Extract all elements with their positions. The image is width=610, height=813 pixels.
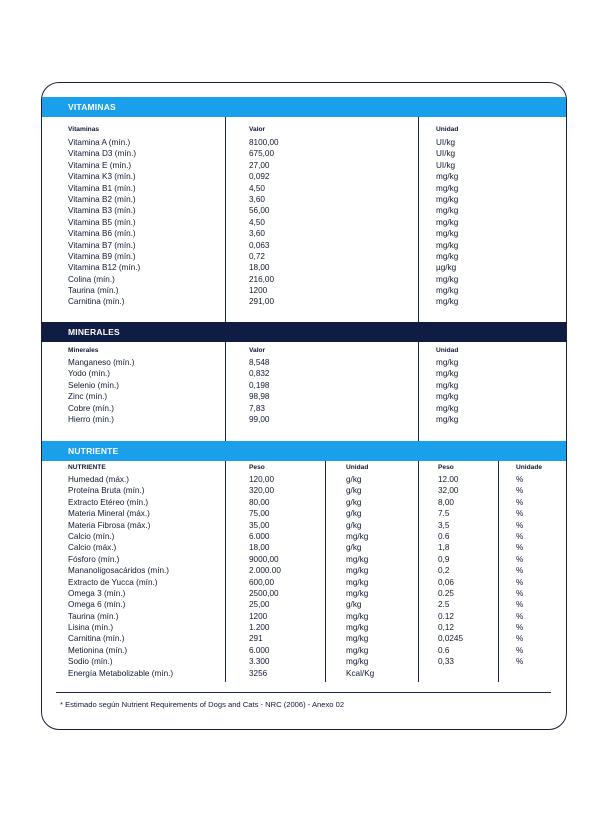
cell-name: Omega 6 (mín.) (68, 600, 126, 610)
cell-percent: 32,00 (438, 486, 459, 496)
cell-unit: mg/kg (436, 392, 459, 402)
cell-name: Materia Fibrosa (máx.) (68, 520, 151, 530)
footnote: * Estimado según Nutrient Requirements of Dogs and Cats - NRC (2006) - Anexo 02 (60, 700, 345, 709)
cell-value: 1200 (249, 611, 268, 621)
table-row (68, 633, 548, 644)
cell-percent-unit: % (516, 520, 524, 530)
cell-percent-unit: % (516, 577, 524, 587)
cell-name: Vitamina D3 (mín.) (68, 149, 137, 159)
cell-value: 675,00 (249, 149, 275, 159)
cell-percent: 0,2 (438, 566, 450, 576)
cell-unit: mg/kg (436, 286, 459, 296)
cell-unit: mg/kg (346, 657, 369, 667)
cell-name: Sodio (mín.) (68, 657, 113, 667)
cell-value: 291,00 (249, 297, 275, 307)
cell-value: 3256 (249, 668, 268, 678)
cell-value: 2500,00 (249, 588, 279, 598)
cell-value: 6.000 (249, 645, 270, 655)
cell-value: 3,60 (249, 229, 265, 239)
minerales-header-unit: Unidad (436, 347, 459, 354)
cell-percent: 1,8 (438, 543, 450, 553)
cell-name: Cobre (mín.) (68, 403, 114, 413)
cell-percent: 0,12 (438, 623, 454, 633)
cell-name: Carnitina (mín.) (68, 634, 125, 644)
cell-value: 0,72 (249, 251, 265, 261)
table-row (68, 368, 548, 379)
cell-unit: mg/kg (436, 229, 459, 239)
cell-name: Extracto de Yucca (mín.) (68, 577, 158, 587)
table-row (68, 228, 548, 239)
cell-value: 99,00 (249, 414, 270, 424)
table-row (68, 160, 548, 171)
table-row (68, 183, 548, 194)
table-row (68, 611, 548, 622)
table-row (68, 599, 548, 610)
table-row (68, 137, 548, 148)
cell-percent-unit: % (516, 588, 524, 598)
cell-value: 56,00 (249, 206, 270, 216)
cell-percent-unit: % (516, 623, 524, 633)
cell-name: Vitamina B2 (mín.) (68, 194, 136, 204)
cell-unit: mg/kg (436, 206, 459, 216)
table-row (68, 656, 548, 667)
table-bottom-rule (56, 692, 551, 693)
cell-value: 80,00 (249, 497, 270, 507)
cell-name: Taurina (mín.) (68, 611, 119, 621)
cell-name: Vitamina B3 (mín.) (68, 206, 136, 216)
cell-value: 4,50 (249, 183, 265, 193)
table-row (68, 497, 548, 508)
cell-name: Proteína Bruta (mín.) (68, 486, 145, 496)
cell-value: 2.000.00 (249, 566, 281, 576)
cell-unit: g/kg (346, 543, 362, 553)
cell-percent-unit: % (516, 566, 524, 576)
cell-unit: g/kg (346, 475, 362, 484)
cell-unit: mg/kg (436, 403, 459, 413)
cell-unit: g/kg (346, 497, 362, 507)
cell-value: 216,00 (249, 274, 275, 284)
cell-unit: mg/kg (346, 623, 369, 633)
cell-name: Metionina (mín.) (68, 645, 128, 655)
cell-name: Vitamina B12 (mín.) (68, 263, 141, 273)
cell-name: Taurina (mín.) (68, 286, 119, 296)
cell-value: 0,092 (249, 172, 270, 182)
cell-percent: 0.6 (438, 645, 450, 655)
cell-unit: g/kg (346, 600, 362, 610)
cell-unit: mg/kg (436, 380, 459, 390)
cell-name: Vitamina K3 (mín.) (68, 172, 136, 182)
vitaminas-section-title: VITAMINAS (42, 97, 566, 117)
cell-name: Vitamina B6 (mín.) (68, 229, 136, 239)
cell-name: Calcio (máx.) (68, 543, 117, 553)
cell-unit: mg/kg (436, 217, 459, 227)
table-row (68, 171, 548, 182)
cell-value: 18,00 (249, 543, 270, 553)
table-row (68, 542, 548, 553)
table-row (68, 577, 548, 588)
cell-value: 18,00 (249, 263, 270, 273)
nutriente-header-unit-pct: Unidade (516, 464, 543, 471)
cell-unit: g/kg (346, 520, 362, 530)
table-row (68, 531, 548, 542)
cell-unit: mg/kg (436, 240, 459, 250)
minerales-rows (68, 357, 548, 425)
cell-unit: mg/kg (436, 369, 459, 379)
cell-value: 6.000 (249, 531, 270, 541)
cell-name: Vitamina A (mín.) (68, 138, 131, 147)
cell-name: Fósforo (mín.) (68, 554, 120, 564)
cell-percent: 12.00 (438, 475, 459, 484)
table-row (68, 194, 548, 205)
cell-unit: g/kg (346, 509, 362, 519)
cell-percent: 0,9 (438, 554, 450, 564)
nutriente-header-weight: Peso (249, 464, 265, 471)
table-row (68, 645, 548, 656)
cell-percent-unit: % (516, 497, 524, 507)
cell-unit: mg/kg (436, 183, 459, 193)
table-row (68, 262, 548, 273)
cell-percent-unit: % (516, 531, 524, 541)
table-row (68, 403, 548, 414)
table-row (68, 251, 548, 262)
cell-name: Vitamina E (mín.) (68, 160, 132, 170)
cell-name: Vitamina B1 (mín.) (68, 183, 136, 193)
cell-name: Energía Metabolizable (mín.) (68, 668, 174, 678)
table-row (68, 588, 548, 599)
cell-unit: mg/kg (346, 634, 369, 644)
cell-name: Zinc (mín.) (68, 392, 108, 402)
cell-value: 291 (249, 634, 263, 644)
table-row (68, 622, 548, 633)
vitaminas-header-value: Valor (249, 126, 266, 133)
cell-name: Carnitina (mín.) (68, 297, 125, 307)
cell-value: 8,548 (249, 358, 270, 367)
cell-name: Mananoligosacáridos (mín.) (68, 566, 170, 576)
cell-unit: Kcal/Kg (346, 668, 375, 678)
table-row (68, 148, 548, 159)
cell-unit: UI/kg (436, 138, 456, 147)
cell-percent-unit: % (516, 657, 524, 667)
cell-percent: 0,0245 (438, 634, 464, 644)
table-row (68, 296, 548, 307)
cell-percent: 0.12 (438, 611, 454, 621)
cell-percent: 0.25 (438, 588, 454, 598)
cell-name: Materia Mineral (máx.) (68, 509, 150, 519)
table-row (68, 485, 548, 496)
table-row (68, 285, 548, 296)
cell-value: 3.300 (249, 657, 270, 667)
cell-percent: 2.5 (438, 600, 450, 610)
cell-value: 25,00 (249, 600, 270, 610)
nutriente-header-name: NUTRIENTE (68, 464, 106, 471)
cell-name: Hierro (mín.) (68, 414, 114, 424)
cell-value: 3,60 (249, 194, 265, 204)
cell-value: 0,832 (249, 369, 270, 379)
cell-percent: 8,00 (438, 497, 454, 507)
table-row (68, 520, 548, 531)
cell-unit: mg/kg (436, 172, 459, 182)
cell-percent-unit: % (516, 611, 524, 621)
cell-unit: UI/kg (436, 149, 456, 159)
cell-name: Lisina (mín.) (68, 623, 114, 633)
cell-unit: mg/kg (346, 645, 369, 655)
table-row (68, 508, 548, 519)
cell-percent: 0,06 (438, 577, 454, 587)
cell-value: 27,00 (249, 160, 270, 170)
cell-value: 0,198 (249, 380, 270, 390)
minerales-header-name: Minerales (68, 347, 99, 354)
table-row (68, 357, 548, 368)
table-row (68, 565, 548, 576)
cell-name: Calcio (mín.) (68, 531, 115, 541)
cell-name: Vitamina B5 (mín.) (68, 217, 136, 227)
cell-name: Extracto Etéreo (mín.) (68, 497, 149, 507)
cell-value: 98,98 (249, 392, 270, 402)
vitaminas-header-unit: Unidad (436, 126, 459, 133)
cell-unit: mg/kg (346, 588, 369, 598)
table-row (68, 274, 548, 285)
cell-unit: mg/kg (436, 251, 459, 261)
cell-unit: mg/kg (436, 274, 459, 284)
cell-unit: mg/kg (436, 414, 459, 424)
cell-name: Yodo (mín.) (68, 369, 111, 379)
nutrition-table-card (41, 82, 567, 730)
cell-unit: mg/kg (346, 577, 369, 587)
nutriente-header-unit: Unidad (346, 464, 369, 471)
cell-value: 1200 (249, 286, 268, 296)
cell-percent-unit: % (516, 634, 524, 644)
cell-value: 8100,00 (249, 138, 279, 147)
cell-value: 1.200 (249, 623, 270, 633)
cell-unit: mg/kg (436, 194, 459, 204)
vitaminas-rows (68, 137, 548, 308)
cell-percent: 7.5 (438, 509, 450, 519)
cell-value: 7,83 (249, 403, 265, 413)
cell-value: 9000,00 (249, 554, 279, 564)
cell-unit: mg/kg (436, 297, 459, 307)
table-row (68, 205, 548, 216)
cell-percent-unit: % (516, 554, 524, 564)
cell-name: Vitamina B7 (mín.) (68, 240, 136, 250)
cell-percent: 0.6 (438, 531, 450, 541)
cell-percent-unit: % (516, 475, 524, 484)
minerales-section-title: MINERALES (42, 322, 566, 342)
minerales-header-value: Valor (249, 347, 266, 354)
table-row (68, 554, 548, 565)
cell-percent: 0,33 (438, 657, 454, 667)
cell-unit: mg/kg (346, 611, 369, 621)
cell-percent-unit: % (516, 645, 524, 655)
table-row (68, 414, 548, 425)
cell-name: Colina (mín.) (68, 274, 115, 284)
cell-unit: mg/kg (346, 531, 369, 541)
cell-percent-unit: % (516, 600, 524, 610)
cell-percent-unit: % (516, 509, 524, 519)
cell-name: Omega 3 (mín.) (68, 588, 126, 598)
cell-value: 0,063 (249, 240, 270, 250)
table-row (68, 217, 548, 228)
cell-value: 75,00 (249, 509, 270, 519)
cell-value: 320,00 (249, 486, 275, 496)
cell-unit: mg/kg (436, 358, 459, 367)
cell-unit: µg/kg (436, 263, 457, 273)
cell-name: Vitamina B9 (mín.) (68, 251, 136, 261)
cell-unit: g/kg (346, 486, 362, 496)
cell-unit: UI/kg (436, 160, 456, 170)
vitaminas-header-name: Vitaminas (68, 126, 100, 133)
nutriente-rows (68, 474, 548, 679)
cell-percent: 3,5 (438, 520, 450, 530)
nutriente-section-title: NUTRIENTE (42, 441, 566, 461)
cell-name: Manganeso (mín.) (68, 358, 135, 367)
cell-percent-unit: % (516, 543, 524, 553)
nutriente-header-weight-pct: Peso (438, 464, 454, 471)
cell-name: Selenio (mín.) (68, 380, 119, 390)
table-row (68, 240, 548, 251)
cell-value: 600,00 (249, 577, 275, 587)
cell-percent-unit: % (516, 486, 524, 496)
cell-name: Humedad (máx.) (68, 475, 129, 484)
table-row (68, 391, 548, 402)
cell-value: 120,00 (249, 475, 275, 484)
table-row (68, 474, 548, 485)
cell-unit: mg/kg (346, 566, 369, 576)
table-row (68, 380, 548, 391)
table-row (68, 668, 548, 679)
cell-value: 4,50 (249, 217, 265, 227)
cell-value: 35,00 (249, 520, 270, 530)
cell-unit: mg/kg (346, 554, 369, 564)
